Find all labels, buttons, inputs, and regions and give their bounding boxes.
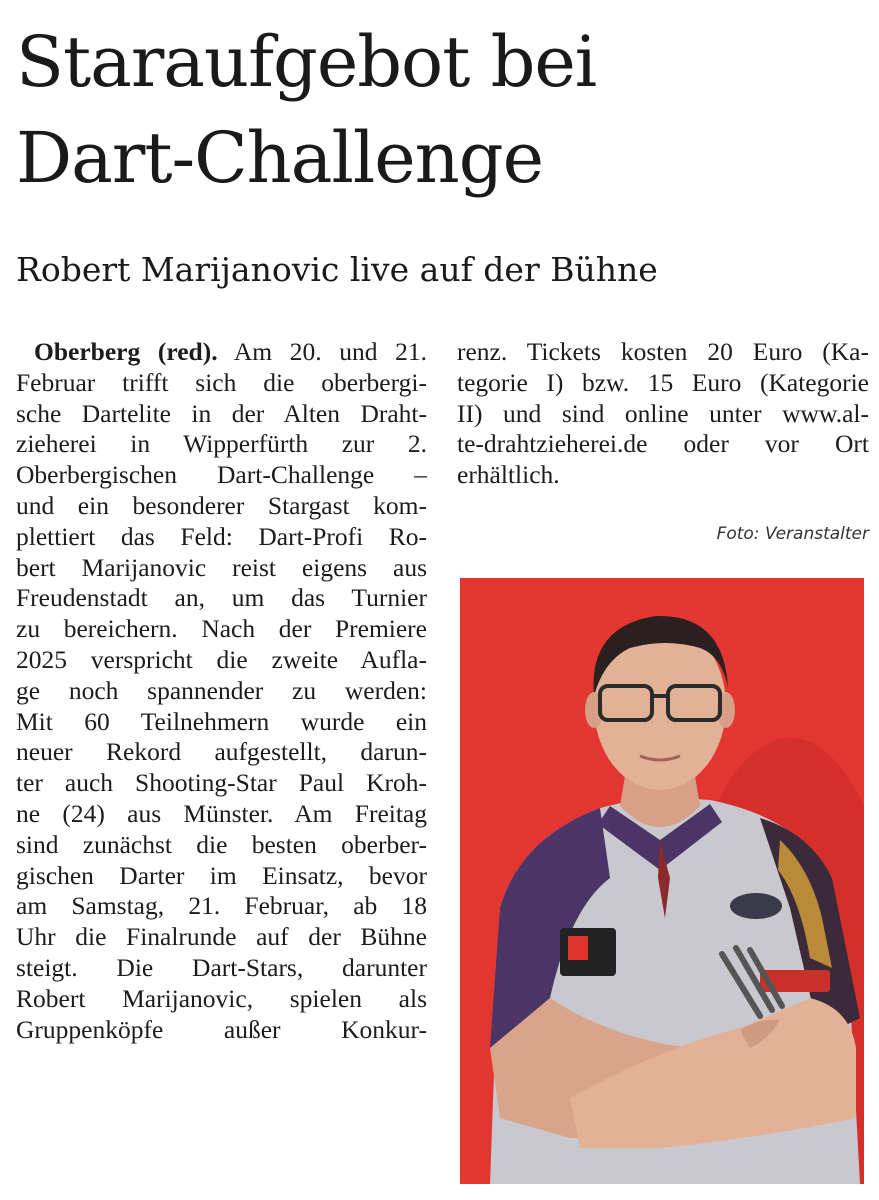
player-photo (460, 578, 864, 1184)
body-line: Gruppenköpfe außer Konkur- (16, 1014, 427, 1044)
body-line: Mit 60 Teilnehmern wurde ein (16, 706, 427, 736)
body-line: erhältlich. (457, 460, 560, 490)
body-line: plettiert das Feld: Dart-Profi Ro- (16, 521, 427, 551)
body-line: ne (24) aus Münster. Am Freitag (16, 798, 427, 828)
subheadline: Robert Marijanovic live auf der Bühne (16, 250, 658, 289)
body-line: tegorie I) bzw. 15 Euro (Kategorie (457, 367, 869, 397)
body-line: Februar trifft sich die oberbergi- (16, 367, 427, 397)
body-line: bert Marijanovic reist eigens aus (16, 552, 427, 582)
headline-line-1: Staraufgebot bei (16, 21, 597, 103)
dateline: Oberberg (red). (34, 337, 218, 366)
body-line: ge noch spannender zu werden: (16, 675, 427, 705)
body-line: am Samstag, 21. Februar, ab 18 (16, 891, 427, 921)
body-line: und ein besonderer Stargast kom- (16, 490, 427, 520)
body-line: Freudenstadt an, um das Turnier (16, 583, 427, 613)
body-line: ter auch Shooting-Star Paul Kroh- (16, 768, 427, 798)
body-line: sche Dartelite in der Alten Draht- (16, 398, 427, 428)
body-line: 2025 verspricht die zweite Aufla- (16, 644, 427, 674)
headline (16, 14, 866, 206)
article-body-right-column (457, 337, 869, 491)
photo-credit: Foto: Veranstalter (716, 524, 869, 544)
body-line: zieherei in Wipperfürth zur 2. (16, 429, 427, 459)
article-body-left-column (16, 337, 427, 1045)
body-line: steigt. Die Dart-Stars, darunter (16, 952, 427, 982)
body-line: Oberbergischen Dart-Challenge – (16, 460, 427, 490)
body-line: zu bereichern. Nach der Premiere (16, 614, 427, 644)
body-line: Uhr die Finalrunde auf der Bühne (16, 922, 427, 952)
body-line: te-drahtzieherei.de oder vor Ort (457, 429, 869, 459)
body-line: Robert Marijanovic, spielen als (16, 983, 427, 1013)
body-line-text: Am 20. und 21. (233, 337, 428, 366)
body-line (16, 337, 427, 368)
body-line: sind zunächst die besten oberber- (16, 829, 427, 859)
headline-line-2: Dart-Challenge (16, 117, 543, 199)
body-line: II) und sind online unter www.al- (457, 398, 869, 428)
body-line: neuer Rekord aufgestellt, darun- (16, 737, 427, 767)
body-line: renz. Tickets kosten 20 Euro (Ka- (457, 337, 869, 366)
player-portrait-illustration (460, 578, 864, 1184)
body-line: gischen Darter im Einsatz, bevor (16, 860, 427, 890)
